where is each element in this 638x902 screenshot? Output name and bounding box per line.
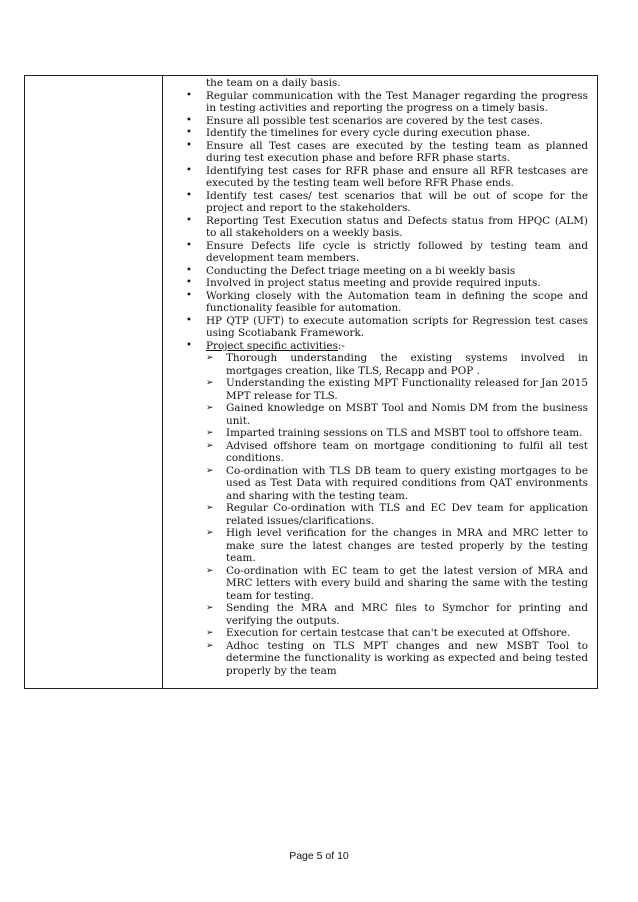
arrow-bullet-icon: ➢ bbox=[206, 353, 214, 363]
arrow-bullet-icon: ➢ bbox=[206, 503, 214, 513]
list-item bbox=[182, 215, 588, 240]
list-item bbox=[182, 190, 588, 215]
arrow-bullet-icon: ➢ bbox=[206, 640, 214, 651]
bullet-icon: • bbox=[186, 314, 192, 326]
sub-list-item-text: Sending the MRA and MRC files to Symchor for printing and verifying the outputs. bbox=[226, 602, 588, 627]
arrow-bullet-icon: ➢ bbox=[206, 465, 214, 476]
sub-list-item bbox=[182, 465, 588, 503]
list-item bbox=[182, 90, 588, 115]
sub-list-item bbox=[182, 427, 588, 440]
sub-list-item bbox=[182, 352, 588, 377]
list-item-text: Involved in project status meeting and provide required inputs. bbox=[206, 277, 541, 289]
sub-list-item bbox=[182, 565, 588, 603]
bullet-icon: • bbox=[186, 127, 192, 138]
list-item-text: Ensure all possible test scenarios are covered by the test cases. bbox=[206, 114, 543, 127]
arrow-bullet-icon: ➢ bbox=[206, 440, 214, 451]
sub-list-item-text: Thorough understanding the existing systems involved in mortgages creation, like TLS, Recapp and POP . bbox=[226, 352, 588, 377]
arrow-bullet-icon: ➢ bbox=[206, 378, 214, 388]
sub-list-item-text: Imparted training sessions on TLS and MSBT tool to offshore team. bbox=[226, 427, 583, 439]
arrow-bullet-icon: ➢ bbox=[206, 603, 214, 613]
sub-list-item bbox=[182, 502, 588, 527]
sub-list-item bbox=[182, 640, 588, 678]
list-item bbox=[182, 165, 588, 190]
sub-list-item-text: Co-ordination with EC team to get the latest version of MRA and MRC letters with every build and sharing the same with the testing team for testing. bbox=[226, 564, 588, 602]
bullet-icon: • bbox=[186, 164, 192, 176]
sub-list-item bbox=[182, 402, 588, 427]
arrow-bullet-icon: ➢ bbox=[206, 428, 214, 438]
bullet-list bbox=[182, 90, 588, 353]
sub-list-item-text: Execution for certain testcase that can't be executed at Offshore. bbox=[226, 627, 571, 639]
list-item bbox=[182, 277, 588, 290]
arrow-bullet-icon: ➢ bbox=[206, 628, 214, 638]
bullet-icon: • bbox=[186, 189, 192, 201]
bullet-icon: • bbox=[186, 239, 192, 251]
bullet-icon: • bbox=[186, 289, 192, 301]
list-item-text: Conducting the Defect triage meeting on a bi weekly basis bbox=[206, 264, 516, 277]
project-sub-list bbox=[182, 352, 588, 677]
bullet-icon: • bbox=[186, 114, 192, 126]
sub-list-item bbox=[182, 440, 588, 465]
list-item-text: Ensure all Test cases are executed by the testing team as planned during test execution phase and before RFR phase starts. bbox=[206, 139, 588, 164]
sub-list-item-text: High level verification for the changes in MRA and MRC letter to make sure the latest changes are tested properly by the testing team. bbox=[226, 527, 588, 564]
list-item-text: Working closely with the Automation team in defining the scope and functionality feasible for automation. bbox=[206, 289, 588, 314]
sub-list-item bbox=[182, 377, 588, 402]
sub-list-item-text: Advised offshore team on mortgage conditioning to fulfil all test conditions. bbox=[226, 439, 588, 464]
list-item bbox=[182, 240, 588, 265]
column-divider bbox=[162, 76, 163, 688]
arrow-bullet-icon: ➢ bbox=[206, 565, 214, 576]
activities-cell bbox=[182, 77, 588, 677]
list-item-text: HP QTP (UFT) to execute automation scripts for Regression test cases using Scotiabank Framework. bbox=[206, 314, 588, 339]
bullet-icon: • bbox=[186, 277, 192, 288]
list-item bbox=[182, 115, 588, 128]
sub-list-item-text: Co-ordination with TLS DB team to query existing mortgages to be used as Test Data with required conditions from QAT environments and sharing with the testing team. bbox=[226, 464, 588, 502]
project-heading-suffix: :- bbox=[337, 339, 345, 352]
arrow-bullet-icon: ➢ bbox=[206, 528, 214, 538]
bullet-icon: • bbox=[186, 139, 192, 151]
sub-list-item bbox=[182, 627, 588, 640]
sub-list-item-text: Regular Co-ordination with TLS and EC Dev team for application related issues/clarifications. bbox=[226, 502, 588, 527]
sub-list-item-text: Gained knowledge on MSBT Tool and Nomis DM from the business unit. bbox=[226, 402, 588, 427]
bullet-icon: • bbox=[186, 264, 192, 276]
list-item-text: Reporting Test Execution status and Defects status from HPQC (ALM) to all stakeholders on a weekly basis. bbox=[206, 214, 588, 239]
list-item-text: Ensure Defects life cycle is strictly followed by testing team and development team members. bbox=[206, 239, 588, 264]
bullet-icon: • bbox=[186, 339, 192, 351]
list-item bbox=[182, 140, 588, 165]
list-item-text: Regular communication with the Test Manager regarding the progress in testing activities and reporting the progress on a timely basis. bbox=[206, 89, 588, 114]
list-item-text: Identifying test cases for RFR phase and ensure all RFR testcases are executed by the testing team well before RFR Phase ends. bbox=[206, 164, 588, 189]
sub-list-item-text: Understanding the existing MPT Functionality released for Jan 2015 MPT release for TLS. bbox=[226, 377, 588, 402]
list-item-text: Identify test cases/ test scenarios that will be out of scope for the project and report to the stakeholders. bbox=[206, 189, 588, 214]
sub-list-item-text: Adhoc testing on TLS MPT changes and new MSBT Tool to determine the functionality is working as expected and being tested properly by the team bbox=[226, 639, 588, 677]
list-item bbox=[182, 265, 588, 278]
page-number: Page 5 of 10 bbox=[289, 850, 349, 862]
list-item bbox=[182, 340, 588, 353]
project-heading: Project specific activities bbox=[206, 339, 338, 352]
list-item bbox=[182, 290, 588, 315]
bullet-icon: • bbox=[186, 214, 192, 226]
sub-list-item bbox=[182, 527, 588, 565]
list-item bbox=[182, 315, 588, 340]
continuation-text: the team on a daily basis. bbox=[206, 77, 341, 89]
arrow-bullet-icon: ➢ bbox=[206, 403, 214, 413]
list-item bbox=[182, 127, 588, 140]
bullet-icon: • bbox=[186, 89, 192, 101]
list-item-text: Identify the timelines for every cycle during execution phase. bbox=[206, 127, 531, 139]
sub-list-item bbox=[182, 602, 588, 627]
